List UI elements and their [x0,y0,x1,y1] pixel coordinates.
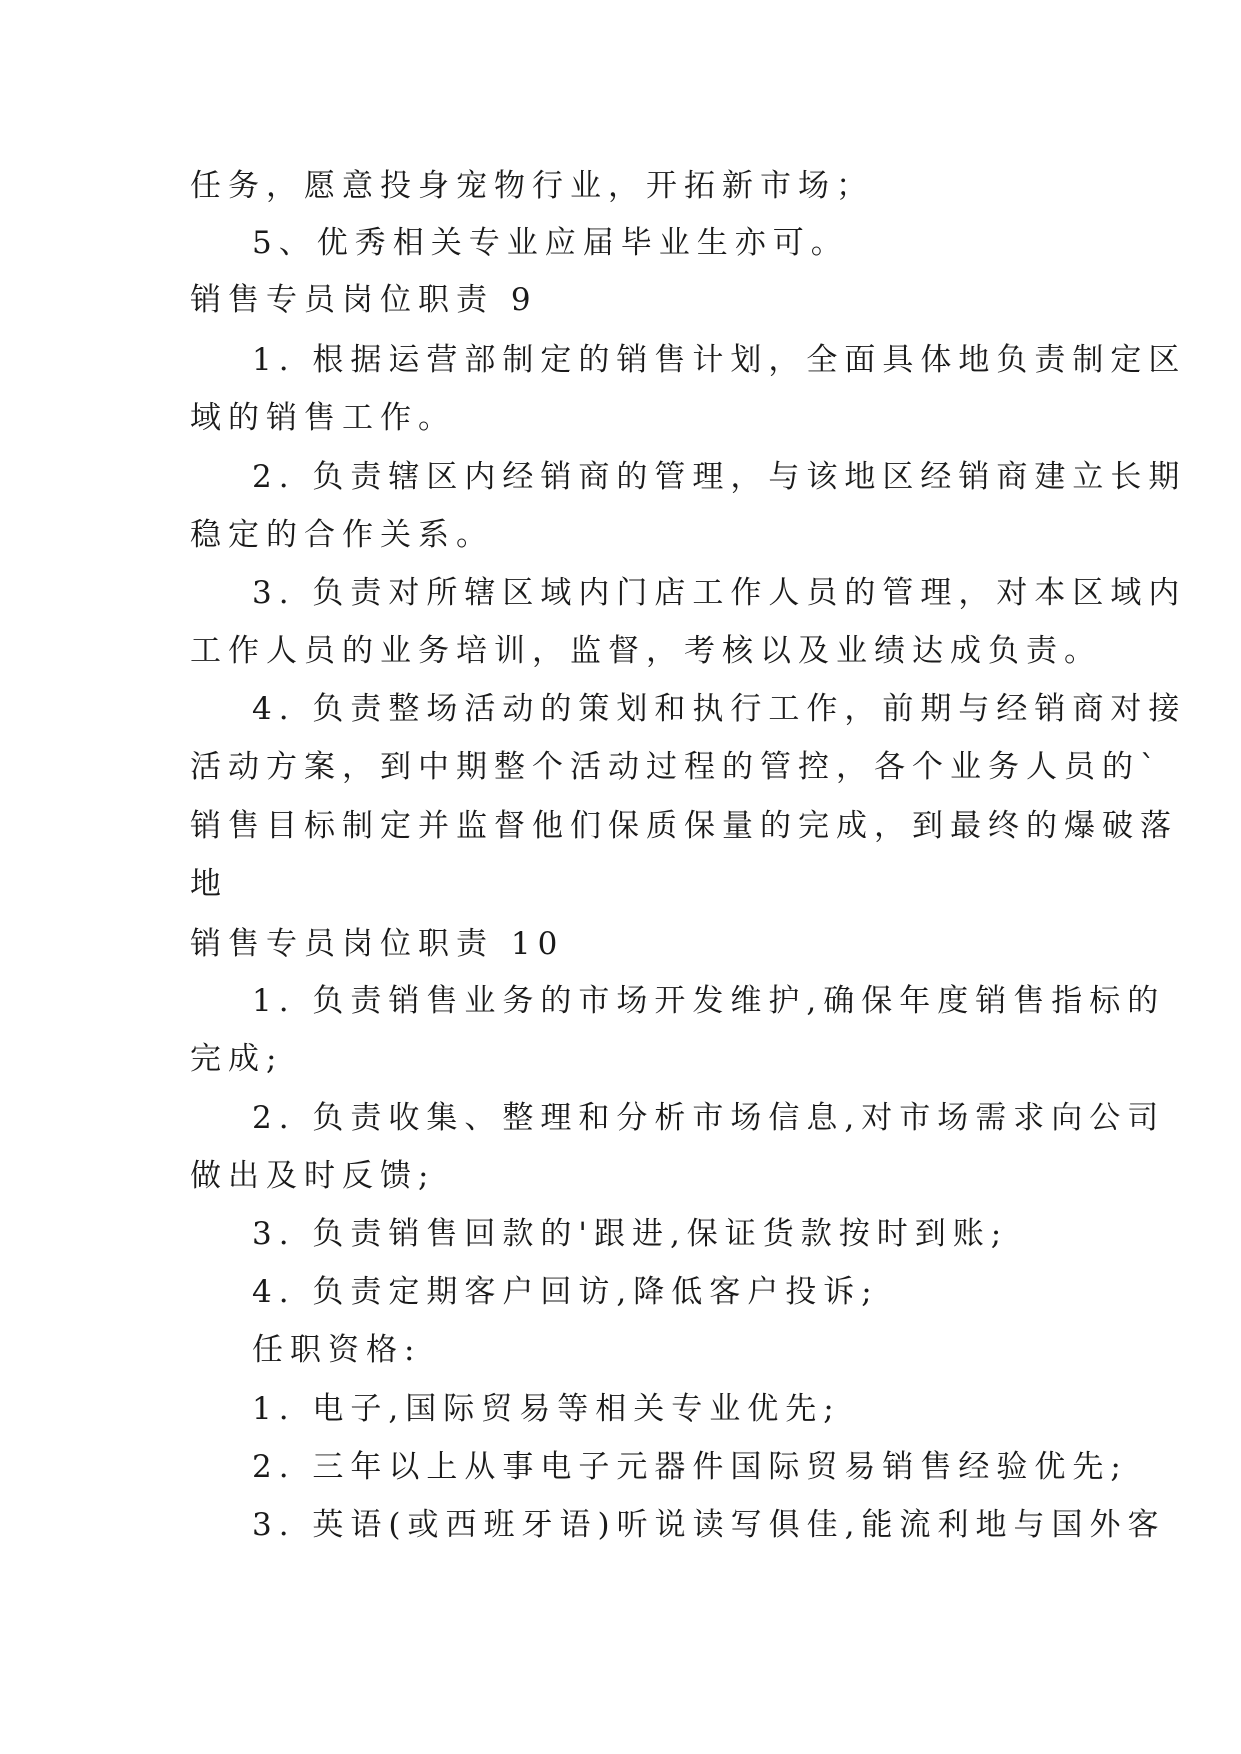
text-line: 做出及时反馈; [190,1158,436,1194]
text-line: 4. 负责定期客户回访,降低客户投诉; [252,1274,879,1310]
text-line: 地 [190,866,228,902]
text-line: 完成; [190,1041,284,1077]
text-line: 稳定的合作关系。 [190,517,494,553]
text-line: 3. 负责销售回款的'跟进,保证货款按时到账; [252,1216,1009,1252]
text-line: 4. 负责整场活动的策划和执行工作，前期与经销商对接 [252,691,1187,727]
text-line: 任务，愿意投身宠物行业，开拓新市场； [190,168,874,204]
qualifications-heading: 任职资格: [252,1332,422,1368]
text-line: 活动方案，到中期整个活动过程的管控，各个业务人员的` [190,749,1163,785]
text-line: 2. 负责辖区内经销商的管理，与该地区经销商建立长期 [252,459,1187,495]
text-line: 5、优秀相关专业应届毕业生亦可。 [252,225,849,261]
text-line: 销售目标制定并监督他们保质保量的完成，到最终的爆破落 [190,808,1178,844]
text-line: 工作人员的业务培训，监督，考核以及业绩达成负责。 [190,633,1102,669]
text-line: 1. 根据运营部制定的销售计划，全面具体地负责制定区 [252,342,1187,378]
text-line: 1. 电子,国际贸易等相关专业优先; [252,1391,841,1427]
text-line: 域的销售工作。 [190,400,456,436]
text-line: 3. 英语(或西班牙语)听说读写俱佳,能流利地与国外客 [252,1507,1166,1543]
section-heading: 销售专员岗位职责 10 [190,926,565,962]
text-line: 1. 负责销售业务的市场开发维护,确保年度销售指标的 [252,983,1166,1019]
text-line: 2. 负责收集、整理和分析市场信息,对市场需求向公司 [252,1100,1166,1136]
text-line: 3. 负责对所辖区域内门店工作人员的管理，对本区域内 [252,575,1187,611]
section-heading: 销售专员岗位职责 9 [190,282,538,318]
text-line: 2. 三年以上从事电子元器件国际贸易销售经验优先; [252,1449,1128,1485]
